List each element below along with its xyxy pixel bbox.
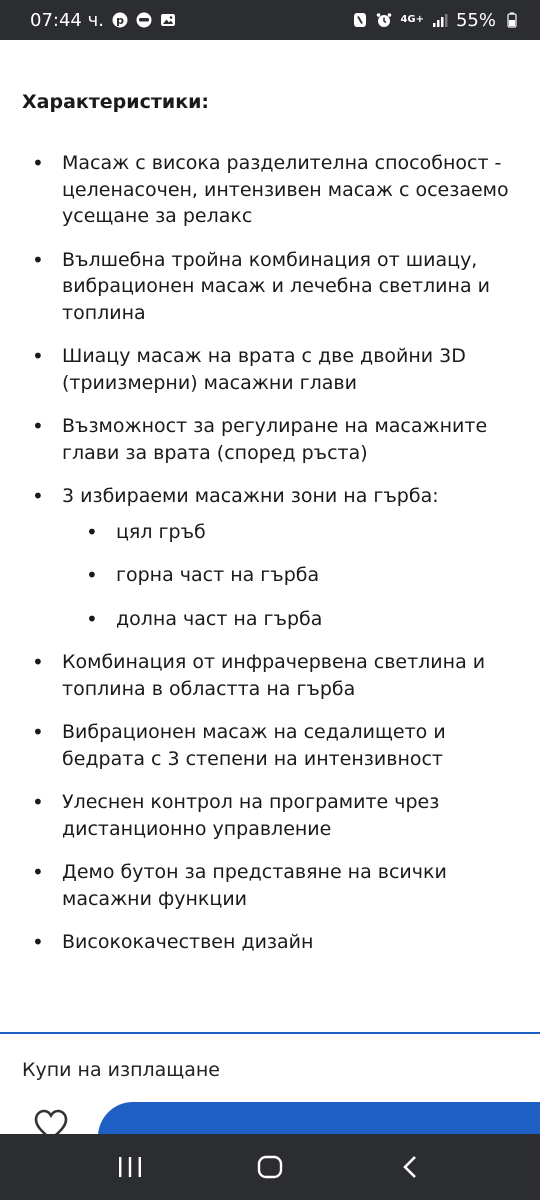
feature-item: • Комбинация от инфрачервена светлина и топлина в областта на гърба — [22, 649, 518, 702]
buy-on-installments-link[interactable]: Купи на изплащане — [22, 1059, 220, 1081]
svg-text:p: p — [116, 14, 124, 27]
zone-item: • долна част на гърба — [62, 606, 518, 633]
back-icon — [401, 1155, 419, 1179]
battery-icon — [504, 12, 520, 28]
recent-apps-icon — [117, 1156, 143, 1178]
alarm-icon — [376, 12, 392, 28]
signal-icon — [432, 12, 448, 28]
system-nav-bar — [0, 1134, 540, 1200]
zones-list — [62, 519, 518, 633]
zone-item: • цял гръб — [62, 519, 518, 546]
home-button[interactable] — [240, 1142, 300, 1192]
status-time: 07:44 ч. — [30, 9, 104, 31]
feature-item: • Улеснен контрол на програмите чрез дистанционно управление — [22, 789, 518, 842]
product-description — [0, 40, 540, 1032]
feature-item: • Масаж с висока разделителна способност - целенасочен, интензивен масаж с осезаемо усещане за релакс — [22, 150, 518, 230]
buy-button[interactable] — [98, 1102, 540, 1134]
status-right — [352, 10, 520, 31]
purchase-bar — [0, 1032, 540, 1134]
heart-icon — [33, 1108, 69, 1134]
section-title: Характеристики: — [22, 91, 209, 113]
feature-item: • Вибрационен масаж на седалището и бедрата с 3 степени на интензивност — [22, 719, 518, 772]
recent-apps-button[interactable] — [100, 1142, 160, 1192]
gallery-icon — [160, 12, 176, 28]
feature-item-zones — [22, 483, 518, 632]
pinterest-icon — [112, 12, 128, 28]
nfc-icon — [352, 12, 368, 28]
feature-item: • Вълшебна тройна комбинация от шиацу, вибрационен масаж и лечебна светлина и топлина — [22, 247, 518, 327]
feature-item: • Шиацу масаж на врата с две двойни 3D (триизмерни) масажни глави — [22, 343, 518, 396]
favorite-button[interactable] — [30, 1108, 72, 1134]
status-bar — [0, 0, 540, 40]
feature-item: • Висококачествен дизайн — [22, 929, 518, 956]
network-type: 4G+ — [400, 14, 424, 25]
feature-item: • Възможност за регулиране на масажните глави за врата (според ръста) — [22, 413, 518, 466]
zone-item: • горна част на гърба — [62, 562, 518, 589]
feature-item-label: 3 избираеми масажни зони на гърба: — [62, 485, 439, 507]
status-left — [30, 10, 176, 31]
feature-item: • Демо бутон за представяне на всички масажни функции — [22, 859, 518, 912]
home-icon — [257, 1155, 283, 1179]
back-button[interactable] — [380, 1142, 440, 1192]
battery-percent: 55% — [455, 9, 496, 31]
features-list — [22, 150, 518, 956]
vpn-mask-icon — [136, 12, 152, 28]
